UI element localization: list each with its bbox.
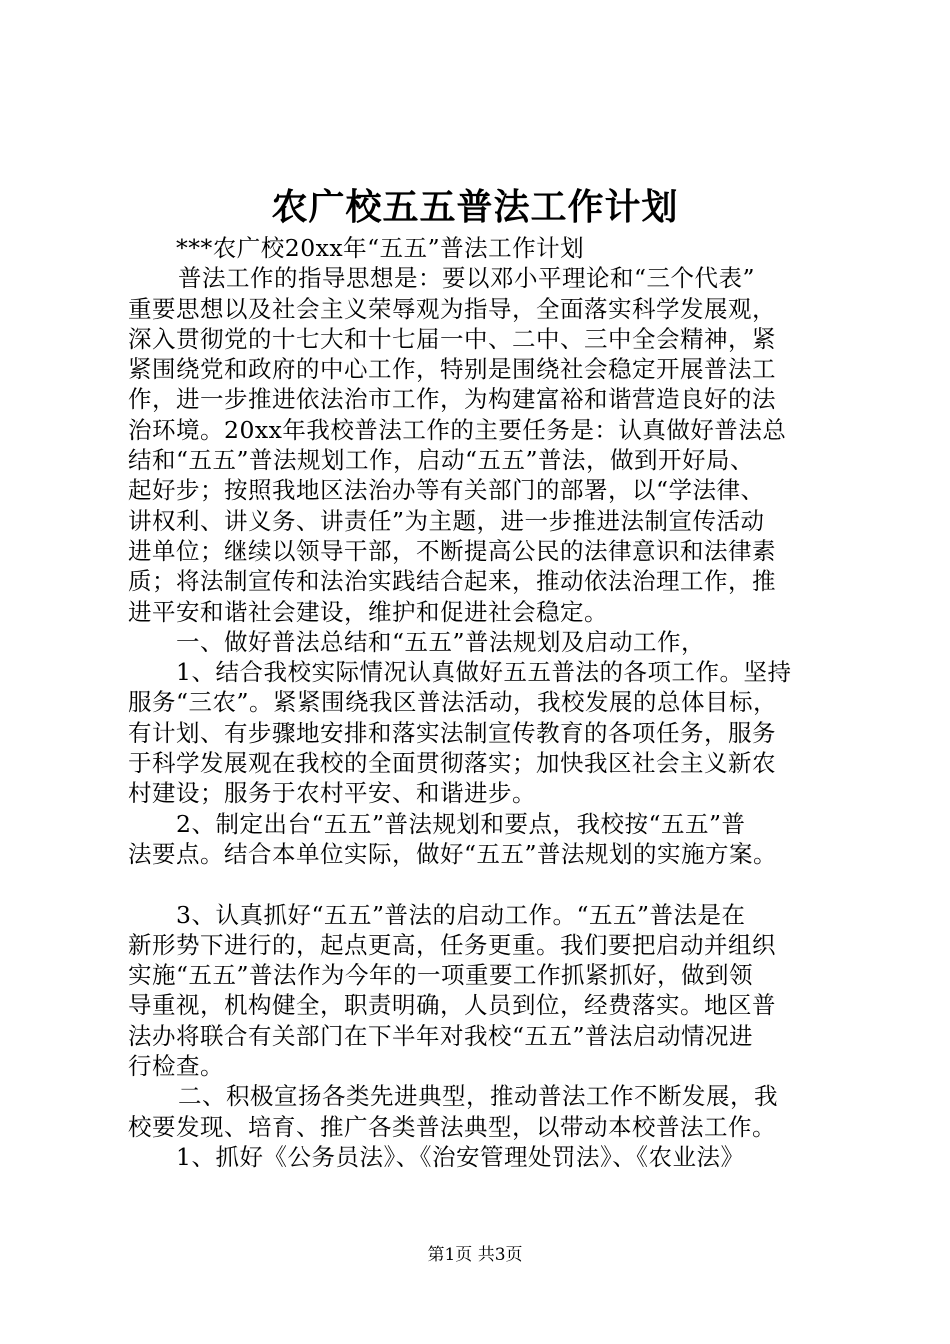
paragraph-line: 1、抓好《公务员法》、《治安管理处罚法》、《农业法》 [176,1142,745,1171]
subtitle-line: ***农广校20xx年“五五”普法工作计划 [176,234,585,262]
paragraph-line: 法要点。结合本单位实际，做好“五五”普法规划的实施方案。 [128,839,778,868]
paragraph-line: 3、认真抓好“五五”普法的启动工作。“五五”普法是在 [176,900,746,929]
paragraph-line: 质；将法制宣传和法治实践结合起来，推动依法治理工作，推 [128,567,776,596]
paragraph-line: 新形势下进行的，起点更高，任务更重。我们要把启动并组织 [128,930,776,959]
paragraph-line: 进单位；继续以领导干部，不断提高公民的法律意识和法律素 [128,536,776,565]
paragraph-line: 导重视，机构健全，职责明确，人员到位，经费落实。地区普 [128,991,776,1020]
blank-line [128,869,848,899]
document-title: 农广校五五普法工作计划 [271,186,679,228]
paragraph-line: 进平安和谐社会建设，维护和促进社会稳定。 [128,597,608,626]
paragraph-line: 讲权利、讲义务、讲责任”为主题，进一步推进法制宣传活动 [128,506,765,535]
paragraph-line: 行检查。 [128,1052,224,1081]
paragraph-line: 实施“五五”普法作为今年的一项重要工作抓紧抓好，做到领 [128,961,754,990]
paragraph-line: 结和“五五”普法规划工作，启动“五五”普法，做到开好局、 [128,446,755,475]
paragraph-line: 普法工作的指导思想是：要以邓小平理论和“三个代表” [178,264,756,293]
section-heading: 二、积极宣扬各类先进典型，推动普法工作不断发展，我 [178,1082,778,1111]
paragraph-line: 村建设；服务于农村平安、和谐进步。 [128,779,536,808]
paragraph-line: 法办将联合有关部门在下半年对我校“五五”普法启动情况进 [128,1021,754,1050]
paragraph-line: 治环境。20xx年我校普法工作的主要任务是：认真做好普法总 [128,415,787,444]
paragraph-line: 校要发现、培育、推广各类普法典型，以带动本校普法工作。 [128,1112,776,1141]
paragraph-line: 作，进一步推进依法治市工作，为构建富裕和谐营造良好的法 [128,385,776,414]
section-heading: 一、做好普法总结和“五五”普法规划及启动工作， [176,627,706,656]
paragraph-line: 1、结合我校实际情况认真做好五五普法的各项工作。坚持 [176,658,792,687]
paragraph-line: 重要思想以及社会主义荣辱观为指导，全面落实科学发展观， [128,294,776,323]
paragraph-line: 有计划、有步骤地安排和落实法制宣传教育的各项任务，服务 [128,718,776,747]
paragraph-line: 服务“三农”。紧紧围绕我区普法活动，我校发展的总体目标， [128,688,778,717]
paragraph-line: 2、制定出台“五五”普法规划和要点，我校按“五五”普 [176,809,746,838]
page-footer: 第1页 共3页 [427,1245,523,1265]
paragraph-line: 深入贯彻党的十七大和十七届一中、二中、三中全会精神，紧 [128,324,776,353]
paragraph-line: 紧围绕党和政府的中心工作，特别是围绕社会稳定开展普法工 [128,355,776,384]
paragraph-line: 起好步；按照我地区法治办等有关部门的部署，以“学法律、 [128,476,765,505]
document-body [128,233,848,1172]
paragraph-line: 于科学发展观在我校的全面贯彻落实；加快我区社会主义新农 [128,749,776,778]
